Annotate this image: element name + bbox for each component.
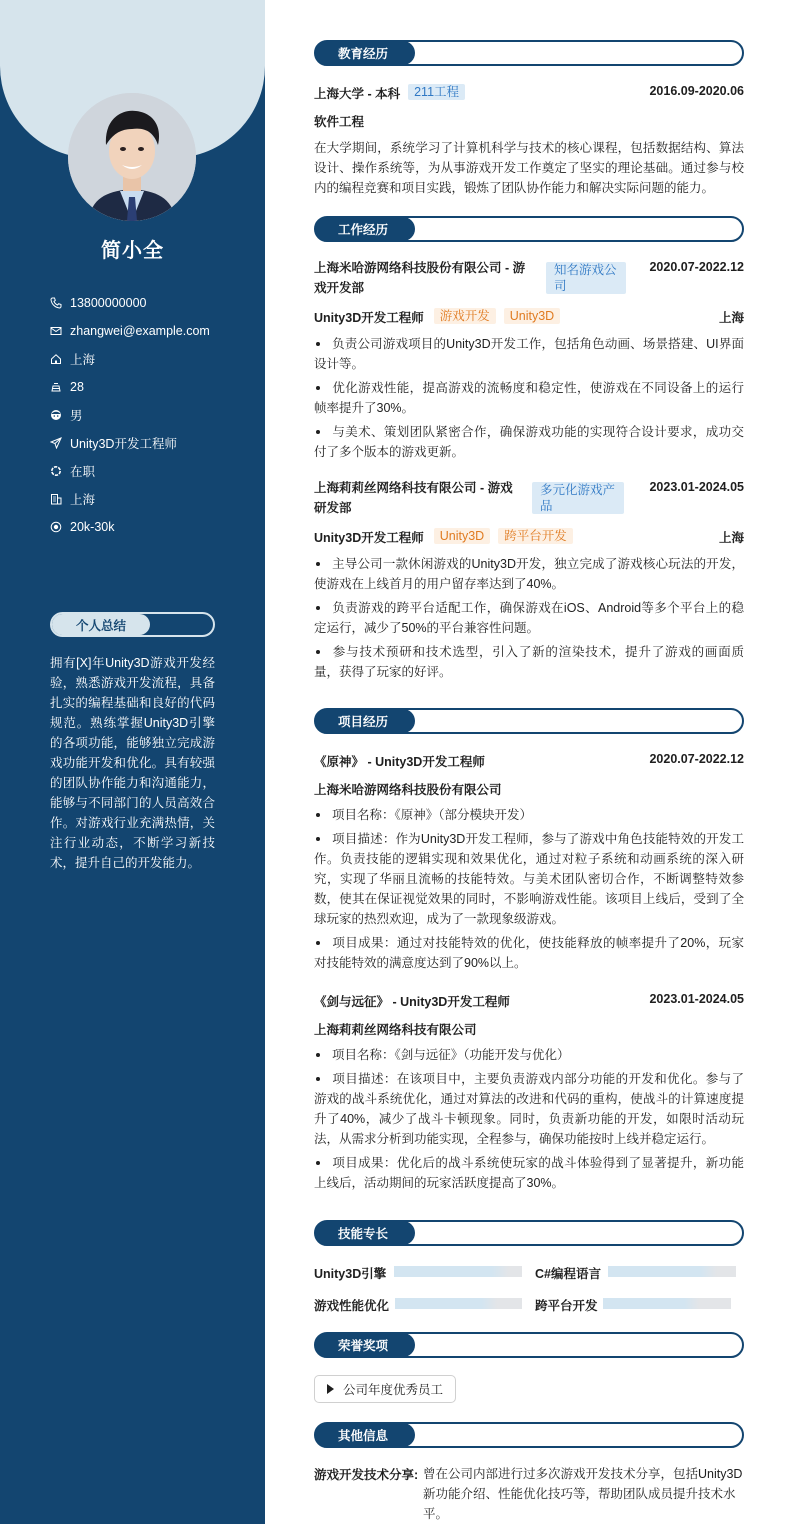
contact-phone-value: 13800000000 <box>70 296 147 310</box>
skills-section-title: 技能专长 <box>315 1221 415 1245</box>
education-description: 在大学期间，系统学习了计算机科学与技术的核心课程，包括数据结构、算法设计、操作系统等，为从事游戏开发工作奠定了坚实的理论基础。通过参与校内的编程竞赛和项目实践，锻炼了团队协作能力和解决实际问题的能力。 <box>314 141 744 195</box>
skill-bar <box>603 1298 731 1309</box>
summary-section-title: 个人总结 <box>52 614 150 635</box>
contact-residence-value: 上海 <box>70 353 96 367</box>
contact-email <box>50 317 250 345</box>
work-company-tag: 多元化游戏产品 <box>532 482 624 514</box>
contact-gender-value: 男 <box>70 409 83 423</box>
skill-name: Unity3D引擎 <box>314 1267 387 1281</box>
contact-salary-value: 20k-30k <box>70 520 115 534</box>
skill-bar <box>394 1266 522 1277</box>
project-bullet: 项目成果：通过对技能特效的优化，使技能释放的帧率提升了20%，玩家对技能特效的满意度达到了90%以上。 <box>314 936 744 970</box>
project-date: 2023.01-2024.05 <box>649 992 744 1006</box>
project-title-row <box>314 992 744 1010</box>
work-tag: Unity3D <box>434 528 490 544</box>
project-name: 《剑与远征》 - Unity3D开发工程师 <box>314 995 510 1009</box>
project-company: 上海米哈游网络科技股份有限公司 <box>314 783 502 797</box>
work-section-header <box>314 216 744 242</box>
work-location: 上海 <box>718 311 744 325</box>
award-item[interactable] <box>314 1375 456 1403</box>
work-bullet: 负责游戏的跨平台适配工作，确保游戏在iOS、Android等多个平台上的稳定运行，减少了50%的平台兼容性问题。 <box>314 601 744 635</box>
bullet-dot-icon <box>316 1077 320 1081</box>
project-name: 《原神》 - Unity3D开发工程师 <box>314 755 485 769</box>
contact-phone <box>50 289 250 317</box>
bullet-dot-icon <box>316 1053 320 1057</box>
avatar-photo-icon <box>68 93 196 221</box>
skill-bar-fill <box>394 1266 509 1277</box>
contact-target-position-value: Unity3D开发工程师 <box>70 437 177 451</box>
contact-email-value: zhangwei@example.com <box>70 324 210 338</box>
award-label: 公司年度优秀员工 <box>343 1383 444 1397</box>
work-section-title: 工作经历 <box>315 217 415 241</box>
work-bullet: 参与技术预研和技术选型，引入了新的渲染技术，提升了游戏的画面质量，获得了玩家的好评。 <box>314 645 744 679</box>
work-position: Unity3D开发工程师 <box>314 311 424 325</box>
work-bullet: 与美术、策划团队紧密合作，确保游戏功能的实现符合设计要求，成功交付了多个版本的游戏更新。 <box>314 425 744 459</box>
contact-salary <box>50 513 250 541</box>
bullet-dot-icon <box>316 941 320 945</box>
bullet-dot-icon <box>316 650 320 654</box>
other-label: 游戏开发技术分享: <box>314 1468 419 1482</box>
sidebar <box>0 0 265 1524</box>
work-tag: 游戏开发 <box>434 308 496 324</box>
work-date: 2020.07-2022.12 <box>649 260 744 274</box>
contact-list <box>50 289 250 541</box>
contact-target-city <box>50 485 250 513</box>
summary-text: 拥有[X]年Unity3D游戏开发经验，熟悉游戏开发流程，具备扎实的编程基础和良好的代码规范。熟练掌握Unity3D引擎的各项功能，能够独立完成游戏功能开发和优化。具有较强的团队协作能力和沟通能力，能够与不同部门的人员高效合作。对游戏行业充满热情，关注行业动态，不断学习新技术，提升自己的开发能力。 <box>50 656 215 870</box>
skill-bar-fill <box>608 1266 717 1277</box>
building-icon <box>50 493 62 505</box>
work-tag: 跨平台开发 <box>498 528 573 544</box>
education-row <box>314 84 744 102</box>
project-bullet: 项目成果：优化后的战斗系统使玩家的战斗体验得到了显著提升，新功能上线后，活动期间的玩家活跃度提高了30%。 <box>314 1156 744 1190</box>
skill-bar-fill <box>603 1298 699 1309</box>
project-bullet: 项目描述：作为Unity3D开发工程师，参与了游戏中角色技能特效的开发工作。负责技能的逻辑实现和效果优化，通过对粒子系统和动画系统的深入研究，实现了华丽且流畅的技能特效。与美术团队密切合作，不断调整特效参数，使其在保证视觉效果的同时，不影响游戏性能。该项目上线后，受到了全球玩家的热烈欢迎，成为了一款现象级游戏。 <box>314 832 744 926</box>
work-bullet: 优化游戏性能，提高游戏的流畅度和稳定性，使游戏在不同设备上的运行帧率提升了30%。 <box>314 381 744 415</box>
project-company: 上海莉莉丝网络科技有限公司 <box>314 1023 477 1037</box>
projects-section-header <box>314 708 744 734</box>
contact-target-position <box>50 429 250 457</box>
contact-residence <box>50 345 250 373</box>
bullet-dot-icon <box>316 342 320 346</box>
status-icon <box>50 465 62 477</box>
other-section-header <box>314 1422 744 1448</box>
mail-icon <box>50 325 62 337</box>
work-position-row <box>314 308 744 326</box>
work-position: Unity3D开发工程师 <box>314 531 424 545</box>
skill-name: C#编程语言 <box>535 1267 601 1281</box>
projects-section-title: 项目经历 <box>315 709 415 733</box>
work-bullet: 负责公司游戏项目的Unity3D开发工作，包括角色动画、场景搭建、UI界面设计等。 <box>314 337 744 371</box>
age-icon <box>50 381 62 393</box>
bullet-dot-icon <box>316 430 320 434</box>
contact-age <box>50 373 250 401</box>
other-text: 曾在公司内部进行过多次游戏开发技术分享，包括Unity3D新功能介绍、性能优化技巧等，帮助团队成员提升技术水平。 <box>423 1467 743 1521</box>
project-bullet: 项目名称：《原神》（部分模块开发） <box>314 805 744 825</box>
education-tag: 211工程 <box>408 84 465 100</box>
work-company: 上海米哈游网络科技股份有限公司 - 游戏开发部 <box>314 261 526 295</box>
work-bullet: 主导公司一款休闲游戏的Unity3D开发，独立完成了游戏核心玩法的开发，使游戏在上线首月的用户留存率达到了40%。 <box>314 557 744 591</box>
work-company-tag: 知名游戏公司 <box>546 262 626 294</box>
work-tag: Unity3D <box>504 308 560 324</box>
education-section-title: 教育经历 <box>315 41 415 65</box>
skill-name: 跨平台开发 <box>535 1299 598 1313</box>
phone-icon <box>50 297 62 309</box>
skill-name: 游戏性能优化 <box>314 1299 390 1313</box>
project-bullet: 项目名称：《剑与远征》（功能开发与优化） <box>314 1045 744 1065</box>
contact-age-value: 28 <box>70 380 84 394</box>
avatar <box>68 93 196 221</box>
bullet-dot-icon <box>316 837 320 841</box>
other-section-title: 其他信息 <box>315 1423 415 1447</box>
send-icon <box>50 437 62 449</box>
play-triangle-icon <box>327 1384 334 1394</box>
contact-job-status <box>50 457 250 485</box>
project-title-row <box>314 752 744 770</box>
awards-section-title: 荣誉奖项 <box>315 1333 415 1357</box>
bullet-dot-icon <box>316 1161 320 1165</box>
bullet-dot-icon <box>316 606 320 610</box>
skill-bar <box>395 1298 522 1309</box>
summary-section-header <box>50 612 215 637</box>
gender-icon <box>50 409 62 421</box>
work-company: 上海莉莉丝网络科技有限公司 - 游戏研发部 <box>314 481 513 515</box>
contact-job-status-value: 在职 <box>70 465 96 479</box>
education-section-header <box>314 40 744 66</box>
project-date: 2020.07-2022.12 <box>649 752 744 766</box>
salary-icon <box>50 521 62 533</box>
home-icon <box>50 353 62 365</box>
contact-target-city-value: 上海 <box>70 493 96 507</box>
bullet-dot-icon <box>316 813 320 817</box>
candidate-name: 简小全 <box>101 240 164 262</box>
awards-section-header <box>314 1332 744 1358</box>
work-location: 上海 <box>718 531 744 545</box>
skill-bar <box>608 1266 736 1277</box>
work-position-row <box>314 528 744 546</box>
education-date: 2016.09-2020.06 <box>649 84 744 98</box>
contact-gender <box>50 401 250 429</box>
work-date: 2023.01-2024.05 <box>649 480 744 494</box>
bullet-dot-icon <box>316 386 320 390</box>
education-major: 软件工程 <box>314 115 365 129</box>
bullet-dot-icon <box>316 562 320 566</box>
skills-section-header <box>314 1220 744 1246</box>
education-school: 上海大学 - 本科 <box>314 87 401 101</box>
project-bullet: 项目描述：在该项目中，主要负责游戏内部分功能的开发和优化。参与了游戏的战斗系统优化，通过对算法的改进和代码的重构，使战斗的计算速度提升了40%，减少了战斗卡顿现象。同时，负责新功能的开发，如限时活动玩法，从需求分析到功能实现，全程参与，确保功能按时上线并稳定运行。 <box>314 1072 744 1146</box>
skill-bar-fill <box>395 1298 497 1309</box>
